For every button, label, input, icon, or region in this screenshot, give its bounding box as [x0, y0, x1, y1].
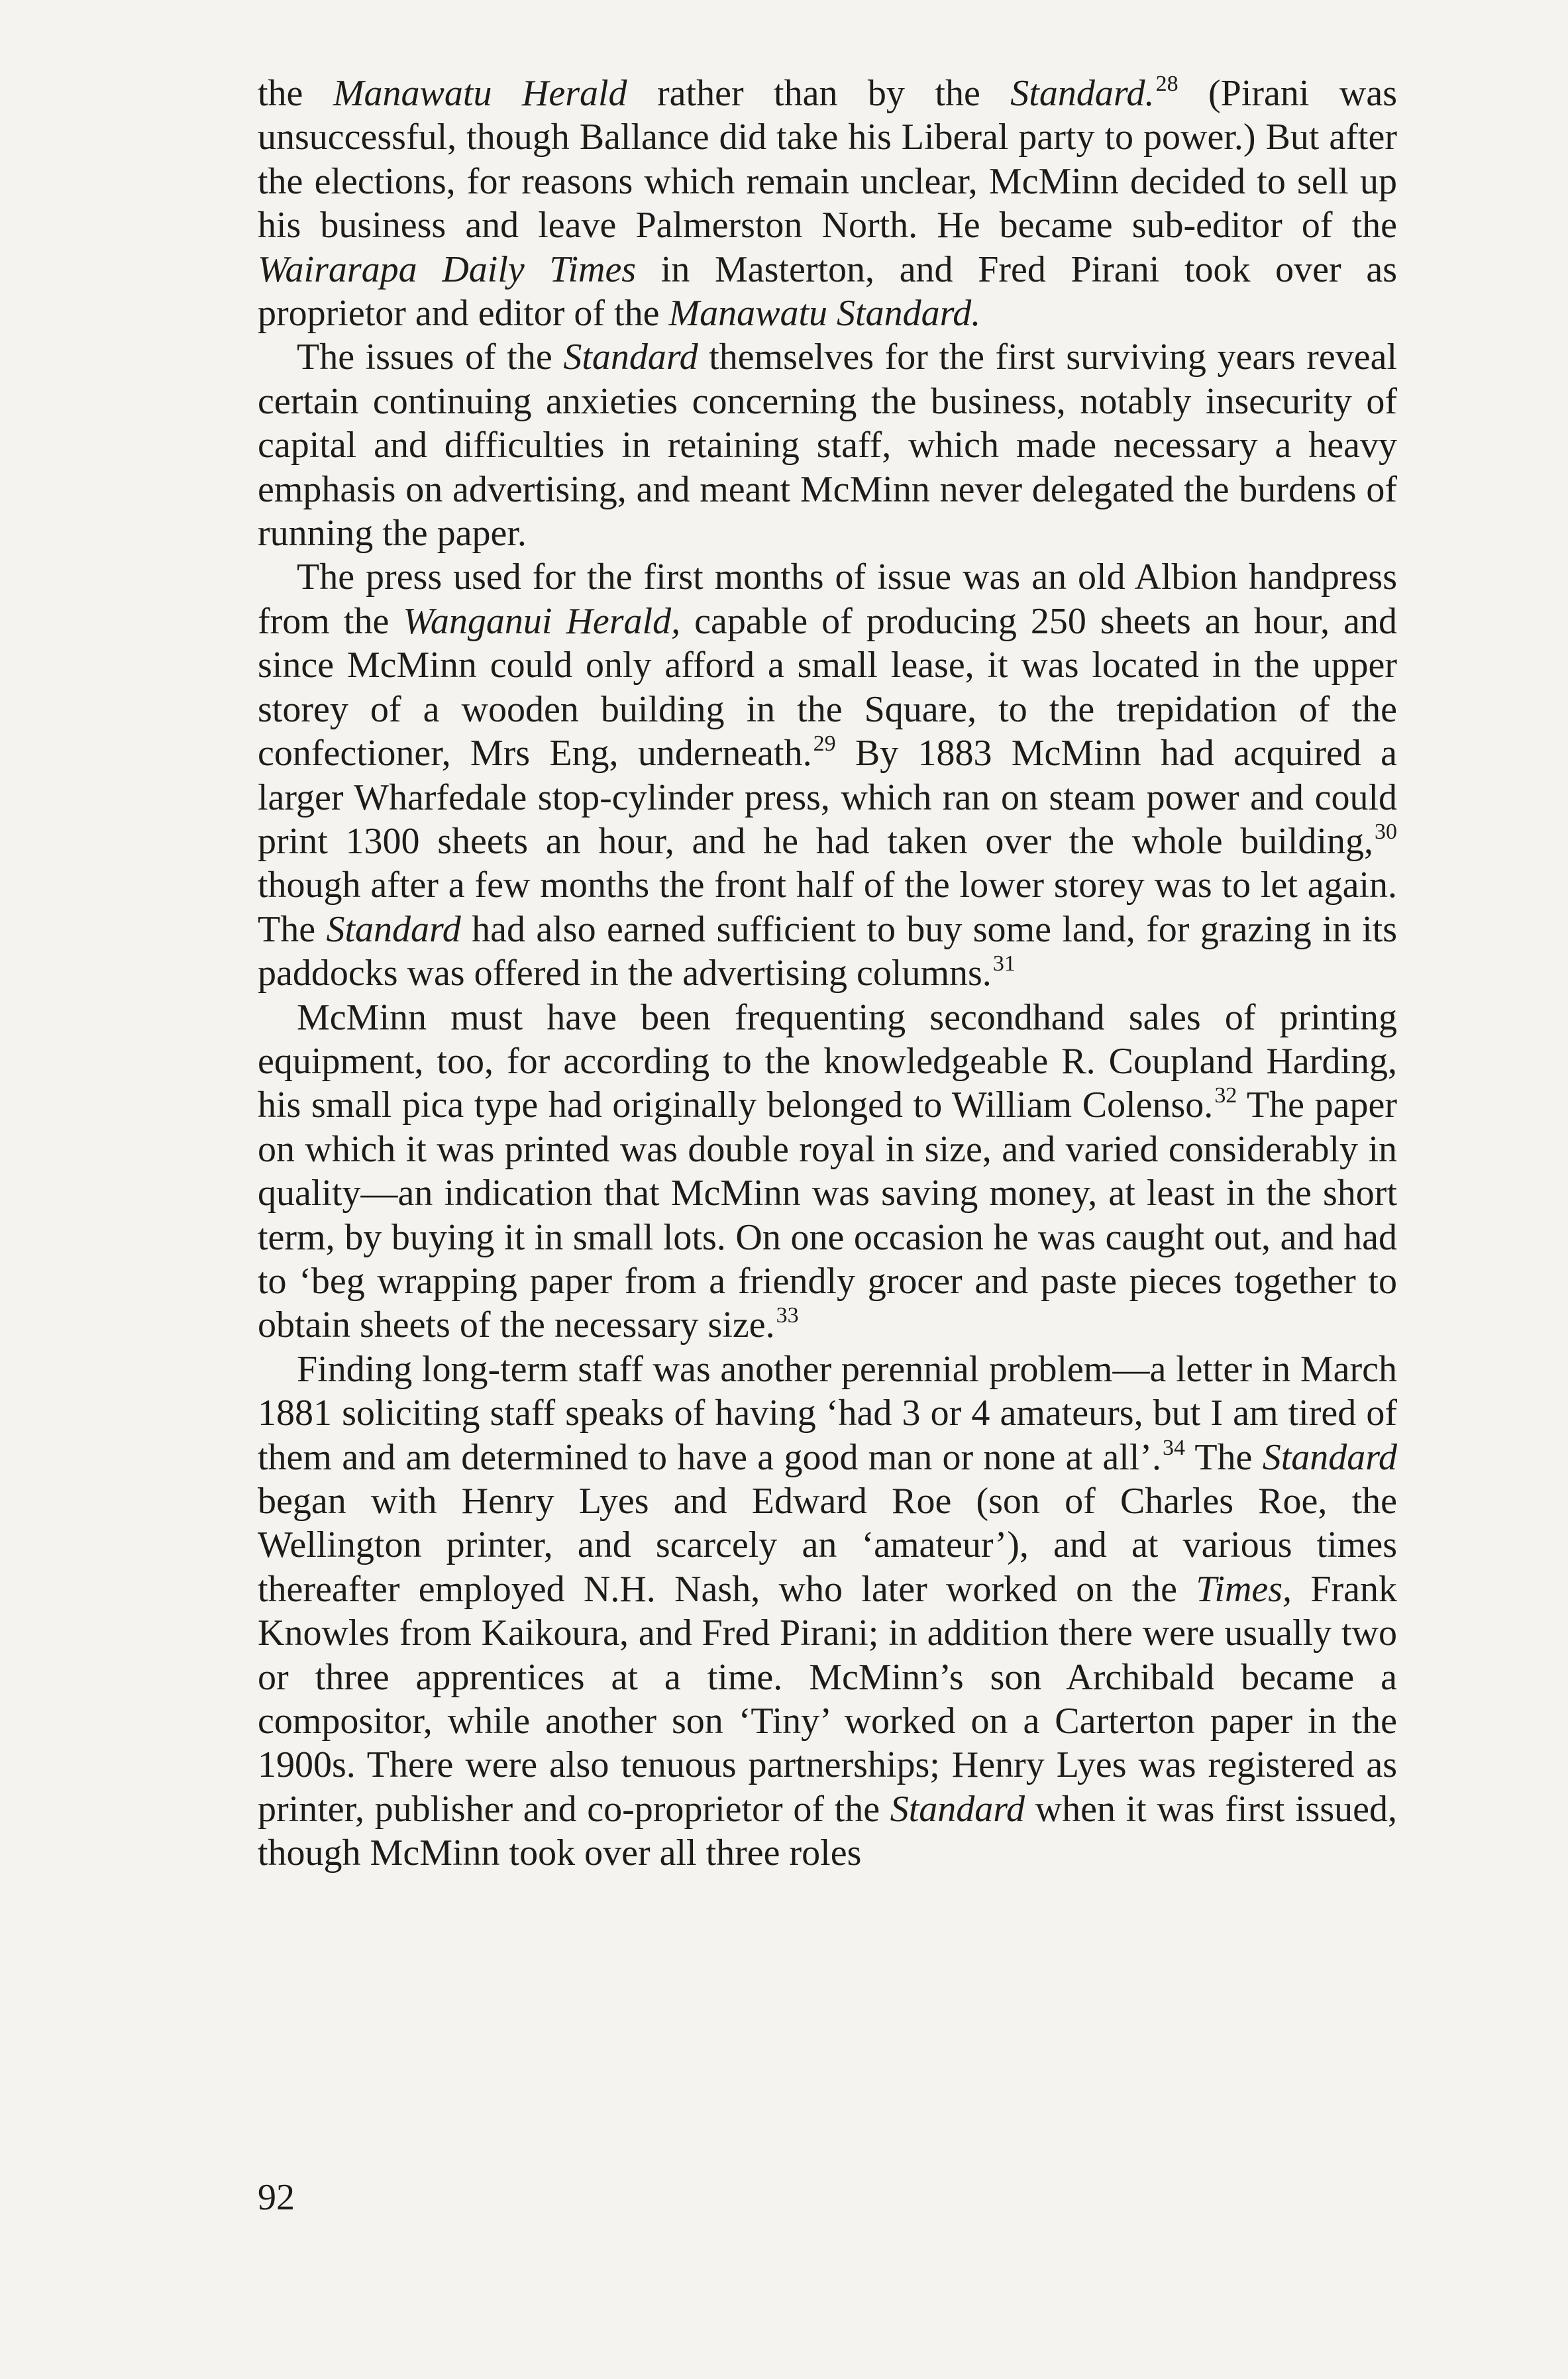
footnote-ref: 31 [992, 951, 1016, 977]
italic-title: Wanganui Herald, [403, 600, 681, 642]
text-run: (Pirani was unsuccessful, though Ballance did take his Liberal party to power.) But after the elections, for reasons which remain unclear, McMinn decided to sell up his business and leave Palmerston North. He became sub-editor of the [258, 73, 1397, 246]
page-number: 92 [258, 2177, 295, 2218]
text-run: The [1185, 1436, 1263, 1478]
italic-title: Manawatu Herald [333, 73, 627, 114]
text-run: The press used for the first months of issue was an old Albion handpress from the [258, 556, 1397, 642]
footnote-ref: 33 [776, 1303, 799, 1328]
paragraph [258, 335, 1397, 555]
text-run: though after a few months the front half of the lower storey was to let again. The [258, 865, 1397, 950]
text-run: Frank Knowles from Kaikoura, and Fred Pirani; in addition there were usually two or three apprentices at a time. McMinn’s son Archibald became a compositor, while another son ‘Tiny’ worked on a Carterton paper in the 1900s. There were also tenuous partnerships; Henry Lyes was registered as printer, publisher and co-proprietor of the [258, 1568, 1398, 1830]
page-body [258, 72, 1397, 1876]
text-run: Finding long-term staff was another perennial problem—a letter in March 1881 soliciting staff speaks of having ‘had 3 or 4 amateurs, but I am tired of them and am determined to have a good man or none at all’. [258, 1348, 1397, 1478]
paragraph [258, 1348, 1397, 1876]
paragraph [258, 996, 1397, 1348]
text-run: By 1883 McMinn had acquired a larger Wharfedale stop-cylinder press, which ran on steam power and could print 1300 sheets an hour, and he had taken over the whole building, [258, 733, 1397, 862]
footnote-ref: 34 [1163, 1435, 1186, 1460]
text-run: themselves for the first surviving years reveal certain continuing anxieties concerning the business, notably insecurity of capital and difficulties in retaining staff, which made necessary a heavy emphasis on advertising, and meant McMinn never delegated the burdens of running the paper. [258, 337, 1398, 555]
text-run: had also earned sufficient to buy some land, for grazing in its paddocks was offered in the advertising columns. [258, 908, 1397, 994]
text-run: in Masterton, and Fred Pirani took over as proprietor and editor of the [258, 248, 1397, 335]
text-run: began with Henry Lyes and Edward Roe (son of Charles Roe, the Wellington printer, and scarcely an ‘amateur’), and at various times thereafter employed N.H. Nash, who later worked on the [258, 1481, 1397, 1610]
footnote-ref: 28 [1155, 72, 1178, 96]
footnote-ref: 29 [813, 731, 836, 757]
italic-title: Standard [326, 908, 461, 950]
italic-title: Times, [1196, 1568, 1292, 1610]
italic-title: Standard [563, 337, 698, 378]
text-run: The issues of the [297, 337, 564, 378]
text-run: the [258, 73, 333, 114]
text-run: when it was first issued, though McMinn took over all three roles [258, 1788, 1397, 1874]
footnote-ref: 32 [1214, 1083, 1237, 1108]
footnote-ref: 30 [1375, 819, 1397, 844]
italic-title: Manawatu Standard. [668, 293, 981, 335]
paragraph [258, 555, 1397, 995]
italic-title: Standard [890, 1788, 1025, 1830]
italic-title: Standard. [1010, 73, 1155, 114]
text-run: McMinn must have been frequenting secondhand sales of printing equipment, too, for according to the knowledgeable R. Coupland Harding, his small pica type had originally belonged to William Colenso. [258, 996, 1397, 1126]
paragraph [258, 72, 1397, 335]
italic-title: Wairarapa Daily Times [258, 248, 637, 290]
text-run: The paper on which it was printed was double royal in size, and varied considerably in quality—an indication that McMinn was saving money, at least in the short term, by buying it in small lots. On one occasion he was caught out, and had to ‘beg wrapping paper from a friendly grocer and paste pieces together to obtain sheets of the necessary size. [258, 1084, 1397, 1346]
italic-title: Standard [1262, 1436, 1397, 1478]
text-run: rather than by the [627, 73, 1011, 114]
text-run: capable of producing 250 sheets an hour, and since McMinn could only afford a small lease, it was located in the upper storey of a wooden building in the Square, to the trepidation of the confectioner, Mrs Eng, underneath. [258, 600, 1397, 774]
